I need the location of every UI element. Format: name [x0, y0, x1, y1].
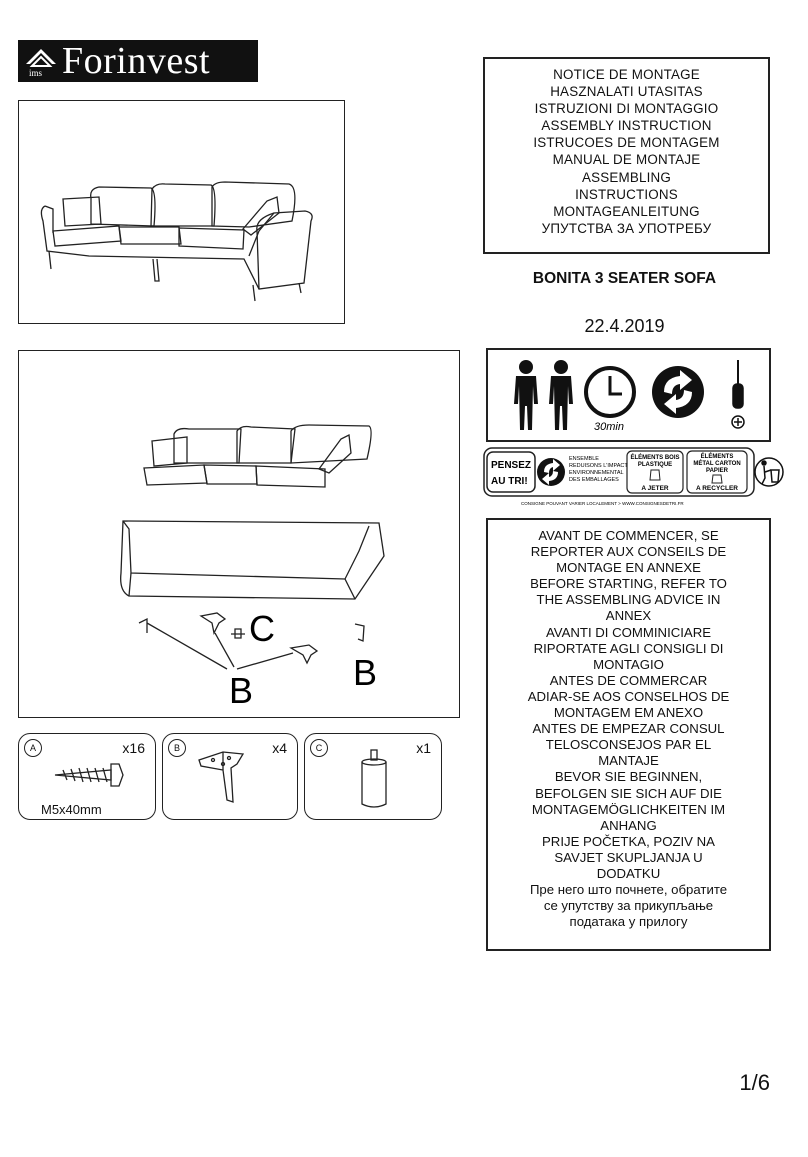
brand-logo [18, 40, 258, 82]
exploded-view-illustration [19, 351, 459, 717]
recycling-info [483, 446, 785, 508]
logo-brand: Forinvest [62, 40, 211, 82]
part-c-card [304, 733, 442, 820]
advice-line: ANTES DE COMMERCAR [549, 672, 708, 688]
advice-line: MONTAGEMÖGLICHKEITEN IM [531, 801, 726, 817]
advice-line: MONTAGIO [593, 656, 664, 672]
title-line: ISTRUCOES DE MONTAGEM [533, 135, 720, 151]
ensemble-line: ENSEMBLE [569, 456, 599, 462]
advice-line: MANTAJE [598, 753, 659, 769]
title-line: УПУТСТВА ЗА УПОТРЕБУ [541, 220, 712, 236]
ensemble-line: REDUISONS L'IMPACT [569, 463, 628, 469]
title-line: MANUAL DE MONTAJE [552, 152, 701, 168]
callout-b-right: B [353, 652, 378, 693]
advice-line: REPORTER AUX CONSEILS DE [530, 544, 727, 560]
title-line: INSTRUCTIONS [575, 186, 678, 202]
advice-line: ANTES DE EMPEZAR CONSUL [532, 721, 725, 737]
part-b-qty: x4 [272, 740, 287, 756]
advice-line: MONTAGEM EM ANEXO [553, 705, 704, 721]
title-line: MONTAGEANLEITUNG [553, 203, 700, 219]
advice-line: се упутству за прикупљање [543, 898, 714, 914]
advice-line: PRIJE POČETKA, POZIV NA [542, 833, 715, 849]
recycle-bin-icon [712, 475, 722, 483]
advice-line: MONTAGE EN ANNEXE [556, 560, 701, 576]
metal-line: ÉLÉMENTS [700, 454, 734, 460]
callout-c: C [249, 608, 275, 649]
title-line: ASSEMBLY INSTRUCTION [541, 118, 712, 134]
metal-line: MÉTAL CARTON [693, 461, 741, 467]
advice-line: BEVOR SIE BEGINNEN, [554, 769, 703, 785]
title-line: ISTRUZIONI DI MONTAGGIO [534, 101, 719, 117]
advice-line: Пре него што почнете, обратите [529, 882, 728, 898]
time-label: 30min [594, 421, 624, 433]
advice-line: THE ASSEMBLING ADVICE IN [536, 592, 721, 608]
green-dot-icon [652, 366, 704, 418]
recycle-footer: CONSIGNE POUVANT VARIER LOCALEMENT > WWW.CONSIGNESDETRI.FR [521, 501, 684, 506]
title-list [483, 57, 770, 254]
advice-line: ADIAR-SE AOS CONSELHOS DE [527, 688, 730, 704]
person-bin-icon [755, 458, 783, 486]
advice-line: BEFOLGEN SIE SICH AUF DIE [535, 785, 722, 801]
callout-b-bottom: B [229, 670, 254, 711]
title-line: HASZNALATI UTASITAS [550, 84, 703, 100]
advice-line: DODATKU [596, 865, 661, 881]
bois-line: ÉLÉMENTS BOIS [630, 455, 680, 461]
advice-line: ANHANG [600, 817, 657, 833]
part-a-qty: x16 [122, 740, 145, 756]
sofa-illustration [19, 101, 344, 323]
advice-line: података у прилогу [569, 914, 688, 930]
title-line: NOTICE DE MONTAGE [553, 67, 700, 82]
bois-line: PLASTIQUE [637, 462, 673, 468]
glide-icon [353, 748, 397, 812]
advice-list [486, 518, 771, 951]
bin-icon [650, 470, 660, 480]
two-persons-icon [514, 360, 573, 430]
pictogram-panel [486, 348, 771, 442]
advice-line: TELOSCONSEJOS PAR EL [545, 737, 712, 753]
exploded-view-panel [18, 350, 460, 718]
metal-line: PAPIER [706, 468, 728, 474]
metal-action: A RECYCLER [695, 485, 739, 492]
advice-line: BEFORE STARTING, REFER TO [530, 576, 727, 592]
part-a-letter: A [24, 739, 42, 757]
ensemble-line: ENVIRONNEMENTAL [569, 470, 624, 476]
pensez-label: PENSEZ [491, 460, 532, 471]
title-line: ASSEMBLING [581, 169, 672, 185]
screw-icon [49, 760, 129, 790]
advice-line: ANNEX [605, 608, 652, 624]
advice-line: RIPORTATE AGLI CONSIGLI DI [533, 640, 724, 656]
part-c-qty: x1 [416, 740, 431, 756]
advice-line: AVANTI DI COMMINICIARE [545, 624, 712, 640]
part-b-letter: B [168, 739, 186, 757]
autri-label: AU TRI! [491, 476, 528, 487]
screwdriver-icon [732, 360, 744, 428]
advice-line: SAVJET SKUPLJANJA U [554, 849, 703, 865]
ensemble-line: DES EMBALLAGES [569, 477, 619, 483]
document-date: 22.4.2019 [584, 316, 665, 336]
page-number: 1/6 [739, 1070, 770, 1095]
bois-action: A JETER [641, 485, 669, 492]
recycle-mark-icon [537, 458, 565, 486]
part-a-card [18, 733, 156, 820]
part-c-letter: C [310, 739, 328, 757]
product-name: BONITA 3 SEATER SOFA [532, 270, 717, 287]
part-a-size: M5x40mm [41, 802, 102, 817]
logo-sub: ims [29, 68, 43, 78]
sofa-preview-panel [18, 100, 345, 324]
part-b-card [162, 733, 298, 820]
leg-icon [193, 744, 263, 814]
advice-line: AVANT DE COMMENCER, SE [538, 528, 719, 543]
clock-icon [586, 368, 634, 416]
